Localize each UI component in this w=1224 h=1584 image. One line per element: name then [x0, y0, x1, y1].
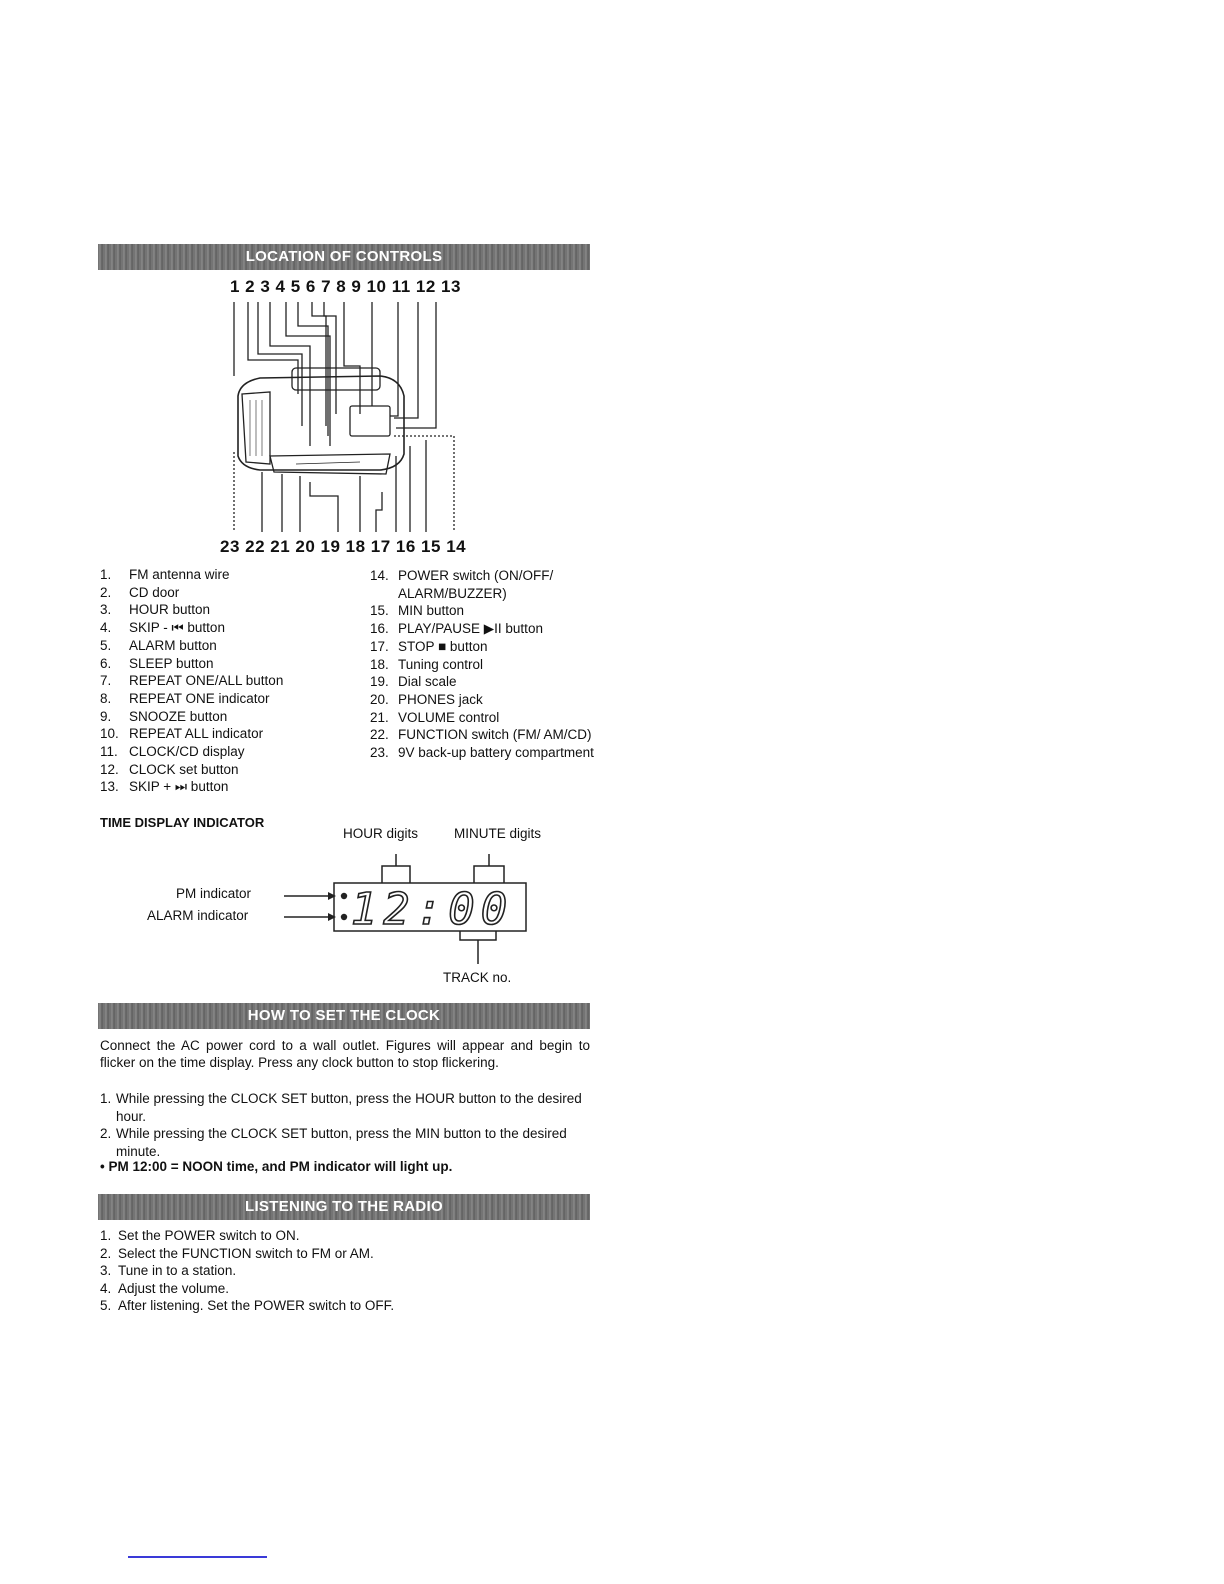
radio-step-number: 4.: [100, 1280, 112, 1296]
clock-step-number: 1.: [100, 1091, 112, 1106]
control-item-text: STOP ■ button: [398, 638, 488, 654]
control-item-text: ALARM button: [129, 637, 217, 653]
control-item-number: 22.: [370, 727, 389, 743]
control-item: [370, 691, 600, 709]
control-item-text: HOUR button: [129, 602, 211, 618]
radio-step-text: Tune in to a station.: [118, 1263, 237, 1279]
bottom-callout-numbers: 23 22 21 20 19 18 17 16 15 14: [220, 537, 467, 556]
location-banner: LOCATION OF CONTROLS: [98, 244, 590, 270]
clock-step-text: While pressing the CLOCK SET button, press the MIN button to the desired minute.: [116, 1126, 567, 1159]
radio-step-text: After listening. Set the POWER switch to OFF.: [118, 1298, 395, 1314]
control-item: [370, 620, 600, 638]
control-item: [100, 655, 350, 673]
control-item-number: 12.: [100, 761, 119, 777]
control-item: [370, 656, 600, 674]
minute-digits-label: MINUTE digits: [454, 826, 542, 841]
control-item: [370, 744, 600, 762]
control-item-number: 15.: [370, 603, 389, 619]
control-item-text: 9V back-up battery compartment: [398, 745, 594, 761]
control-item: [370, 602, 600, 620]
time-display-diagram: [270, 840, 570, 970]
control-item-number: 10.: [100, 726, 119, 742]
control-item-number: 21.: [370, 709, 389, 725]
control-item-number: 17.: [370, 638, 389, 654]
clock-steps: [100, 1090, 590, 1160]
clock-note: • PM 12:00 = NOON time, and PM indicator will light up.: [100, 1159, 453, 1174]
control-item: [100, 743, 350, 761]
control-item-number: 11.: [100, 744, 118, 760]
hour-digits-label: HOUR digits: [343, 826, 419, 841]
control-item: [100, 778, 350, 796]
control-item: [370, 726, 600, 744]
radio-step: [100, 1245, 590, 1263]
control-item-number: 8.: [100, 690, 112, 706]
control-item-text: Dial scale: [398, 674, 457, 690]
control-item-number: 9.: [100, 708, 112, 724]
radio-step-text: Set the POWER switch to ON.: [118, 1228, 300, 1243]
clock-step: [100, 1090, 590, 1125]
control-item: [100, 601, 350, 619]
controls-list-left: [100, 566, 350, 796]
control-item: [370, 567, 600, 602]
alarm-indicator-label: ALARM indicator: [147, 908, 249, 923]
control-item-number: 7.: [100, 673, 112, 689]
radio-step: [100, 1280, 590, 1298]
radio-step-number: 2.: [100, 1245, 112, 1261]
radio-step-number: 5.: [100, 1298, 112, 1314]
clock-intro: Connect the AC power cord to a wall outlet. Figures will appear and begin to flicker on the time display. Press any clock button to stop flickering.: [100, 1038, 590, 1070]
control-item-number: 3.: [100, 602, 112, 618]
control-item-number: 14.: [370, 568, 389, 583]
control-item-number: 20.: [370, 691, 389, 707]
control-item-text: Tuning control: [398, 656, 484, 672]
radio-step: [100, 1227, 590, 1245]
control-item-number: 13.: [100, 779, 119, 795]
link-underline: [128, 1556, 267, 1558]
control-item-number: 1.: [100, 567, 112, 582]
control-item-text: PHONES jack: [398, 691, 483, 707]
control-item-text: SKIP - ⏮ button: [129, 620, 225, 636]
control-item-number: 2.: [100, 584, 112, 600]
control-item: [100, 725, 350, 743]
control-item-text: CD door: [129, 584, 180, 600]
control-item: [100, 619, 350, 637]
radio-step-text: Select the FUNCTION switch to FM or AM.: [118, 1245, 374, 1261]
control-item: [100, 708, 350, 726]
control-item-number: 18.: [370, 656, 389, 672]
clock-radio-illustration: [200, 296, 500, 536]
control-item: [100, 566, 350, 584]
control-item-text: REPEAT ONE/ALL button: [129, 673, 284, 689]
control-item-text: REPEAT ALL indicator: [129, 726, 264, 742]
pm-indicator-label: PM indicator: [176, 886, 252, 901]
control-item-text: MIN button: [398, 603, 465, 619]
clock-step-number: 2.: [100, 1126, 112, 1142]
control-item: [100, 637, 350, 655]
radio-step: [100, 1262, 590, 1280]
control-item-number: 19.: [370, 674, 389, 690]
control-item: [100, 761, 350, 779]
control-item-text: SKIP + ⏭ button: [129, 779, 229, 795]
clock-step-text: While pressing the CLOCK SET button, press the HOUR button to the desired hour.: [116, 1091, 582, 1124]
clock-step: [100, 1125, 590, 1160]
clock-banner: HOW TO SET THE CLOCK: [98, 1003, 590, 1029]
control-item: [100, 672, 350, 690]
control-item-text: REPEAT ONE indicator: [129, 690, 270, 706]
control-item: [100, 584, 350, 602]
top-callout-numbers: 1 2 3 4 5 6 7 8 9 10 11 12 13: [230, 277, 461, 296]
control-item-text: PLAY/PAUSE ▶II button: [398, 621, 543, 637]
control-item-text: SLEEP button: [129, 655, 214, 671]
control-item: [370, 709, 600, 727]
clock-digits: 12:00: [350, 884, 514, 935]
control-item-text: CLOCK/CD display: [129, 744, 245, 760]
control-item-number: 4.: [100, 620, 112, 636]
control-item: [370, 673, 600, 691]
control-item-text: FM antenna wire: [129, 567, 230, 582]
control-item-number: 16.: [370, 621, 389, 637]
control-item-text: SNOOZE button: [129, 708, 228, 724]
radio-banner: LISTENING TO THE RADIO: [98, 1194, 590, 1220]
radio-step: [100, 1297, 590, 1315]
track-number-label: TRACK no.: [443, 970, 512, 985]
control-item: [100, 690, 350, 708]
control-item-number: 6.: [100, 655, 112, 671]
control-item-number: 23.: [370, 745, 389, 761]
control-item-text: CLOCK set button: [129, 761, 239, 777]
radio-step-text: Adjust the volume.: [118, 1280, 230, 1296]
control-item-text: FUNCTION switch (FM/ AM/CD): [398, 727, 592, 743]
radio-steps: [100, 1227, 590, 1315]
control-item-text: VOLUME control: [398, 709, 500, 725]
controls-list-right: [370, 567, 600, 762]
radio-step-number: 1.: [100, 1228, 112, 1243]
radio-step-number: 3.: [100, 1263, 112, 1279]
control-item-number: 5.: [100, 637, 112, 653]
control-item-text: POWER switch (ON/OFF/ ALARM/BUZZER): [398, 568, 554, 601]
time-display-heading: TIME DISPLAY INDICATOR: [100, 815, 265, 830]
control-item: [370, 638, 600, 656]
